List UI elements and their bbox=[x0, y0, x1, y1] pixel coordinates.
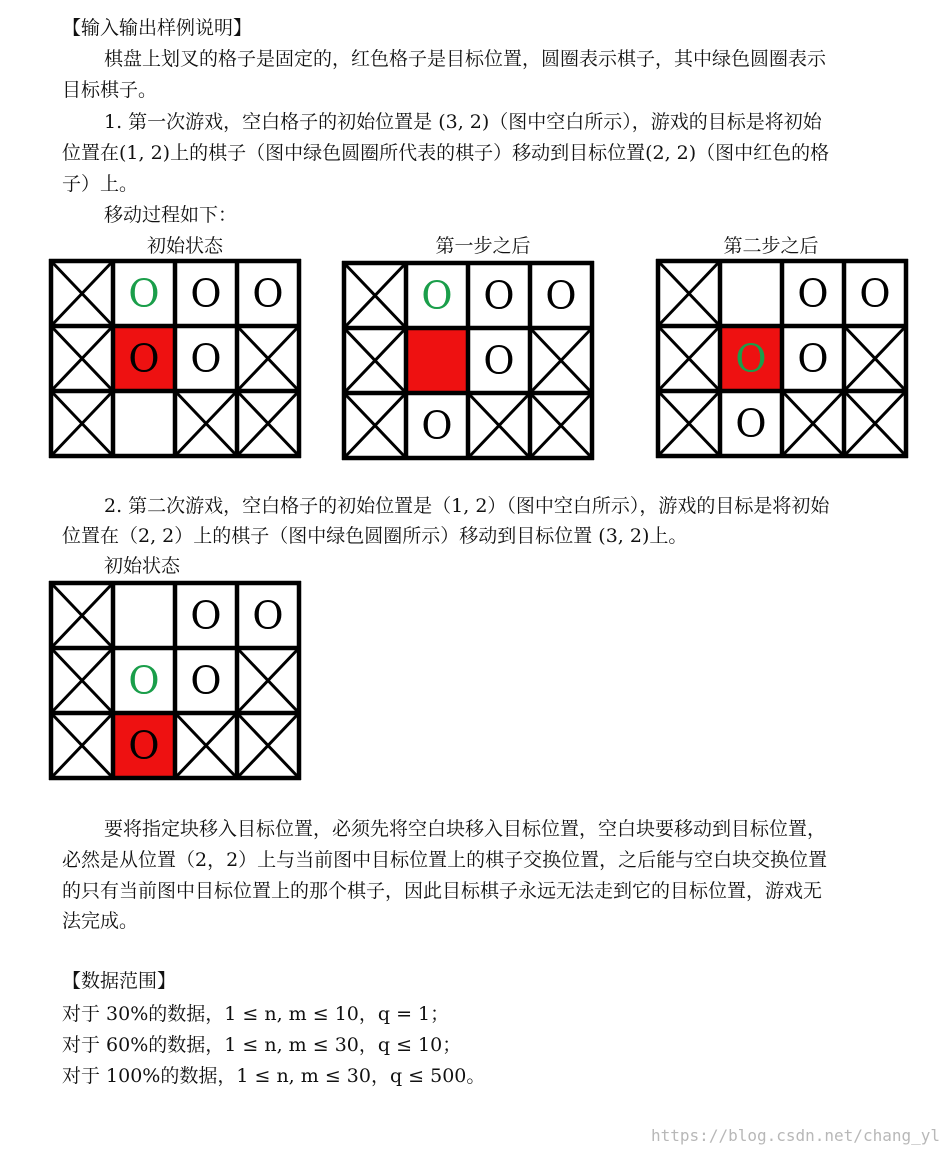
explanation-line-1: 要将指定块移入目标位置，必须先将空白块移入目标位置，空白块要移动到目标位置， bbox=[104, 818, 827, 840]
board-cell-fixed bbox=[658, 261, 720, 326]
board-cell-piece-target bbox=[113, 326, 175, 391]
board-cell-fixed bbox=[51, 391, 113, 456]
explanation-line-2: 必然是从位置（2，2）上与当前图中目标位置上的棋子交换位置，之后能与空白块交换位置 bbox=[62, 849, 828, 871]
board-cell-fixed bbox=[237, 391, 299, 456]
board-cell-fixed bbox=[175, 391, 237, 456]
piece: O bbox=[797, 271, 829, 316]
piece: O bbox=[545, 273, 577, 318]
data-range-title: 【数据范围】 bbox=[62, 970, 177, 992]
intro-line-2: 目标棋子。 bbox=[62, 79, 158, 101]
board-cell-piece bbox=[190, 272, 221, 316]
board-cell-piece bbox=[797, 272, 828, 316]
piece: O bbox=[190, 658, 222, 703]
board-cell-piece bbox=[190, 659, 221, 703]
board-svg bbox=[51, 583, 299, 778]
piece: O bbox=[483, 273, 515, 318]
board-cell-fixed bbox=[530, 328, 592, 393]
game1-line-3: 子）上。 bbox=[62, 173, 139, 195]
board-cell-piece bbox=[128, 659, 159, 703]
board-cell-piece bbox=[483, 274, 514, 318]
piece: O bbox=[735, 401, 767, 446]
board-cell-fixed bbox=[51, 583, 113, 648]
target-piece: O bbox=[421, 273, 453, 318]
board-cell-piece bbox=[128, 272, 159, 316]
caption-game2-initial: 初始状态 bbox=[104, 555, 181, 577]
board-cell-fixed bbox=[658, 391, 720, 456]
board-cell-fixed bbox=[51, 326, 113, 391]
game2-line-1: 2. 第二次游戏，空白格子的初始位置是（1, 2）（图中空白所示），游戏的目标是将初始 bbox=[104, 495, 830, 517]
board-cell-piece bbox=[190, 594, 221, 638]
data-range-line-2: 对于 60%的数据，1 ≤ n, m ≤ 30，q ≤ 10； bbox=[62, 1034, 462, 1056]
board-cell-fixed bbox=[782, 391, 844, 456]
piece: O bbox=[859, 271, 891, 316]
piece: O bbox=[128, 336, 160, 381]
board-cell-empty-target bbox=[406, 328, 468, 393]
piece: O bbox=[252, 271, 284, 316]
board-svg bbox=[658, 261, 906, 456]
board-cell-piece bbox=[797, 337, 828, 381]
board-svg bbox=[51, 261, 299, 456]
board-cell-piece bbox=[545, 274, 576, 318]
caption-game1-step2: 第二步之后 bbox=[723, 235, 819, 257]
board-cell-fixed bbox=[344, 263, 406, 328]
board-cell-piece bbox=[735, 402, 766, 446]
game2-line-2: 位置在（2, 2）上的棋子（图中绿色圆圈所示）移动到目标位置 (3, 2)上。 bbox=[62, 525, 688, 547]
game1-line-1: 1. 第一次游戏，空白格子的初始位置是 (3, 2)（图中空白所示），游戏的目标是将初始 bbox=[104, 111, 822, 133]
board-cell-fixed bbox=[237, 713, 299, 778]
section-title: 【输入输出样例说明】 bbox=[62, 17, 253, 39]
board-cell-piece bbox=[252, 272, 283, 316]
board-game1-step2 bbox=[658, 261, 906, 456]
board-cell-fixed bbox=[344, 328, 406, 393]
board-game1-initial bbox=[51, 261, 299, 456]
board-cell-fixed bbox=[51, 648, 113, 713]
board-cell-fixed bbox=[237, 326, 299, 391]
data-range-line-3: 对于 100%的数据，1 ≤ n, m ≤ 30，q ≤ 500。 bbox=[62, 1065, 486, 1087]
board-cell-piece bbox=[483, 339, 514, 383]
board-cell-fixed bbox=[658, 326, 720, 391]
piece: O bbox=[797, 336, 829, 381]
piece: O bbox=[128, 723, 160, 768]
intro-line-1: 棋盘上划叉的格子是固定的，红色格子是目标位置，圆圈表示棋子，其中绿色圆圈表示 bbox=[104, 48, 827, 70]
board-cell-piece bbox=[252, 594, 283, 638]
board-cell-fixed bbox=[237, 648, 299, 713]
game1-line-2: 位置在(1, 2)上的棋子（图中绿色圆圈所代表的棋子）移动到目标位置(2, 2)（图中红色的格 bbox=[62, 142, 830, 164]
target-piece: O bbox=[128, 271, 160, 316]
game1-process-label: 移动过程如下： bbox=[104, 204, 238, 226]
board-cell-fixed bbox=[175, 713, 237, 778]
board-svg bbox=[344, 263, 592, 458]
watermark: https://blog.csdn.net/chang_yl bbox=[651, 1126, 940, 1145]
board-cell-fixed bbox=[468, 393, 530, 458]
board-cell-piece bbox=[859, 272, 890, 316]
explanation-line-4: 法完成。 bbox=[62, 910, 139, 932]
board-cell-piece-target bbox=[113, 713, 175, 778]
board-cell-piece-target bbox=[720, 326, 782, 391]
caption-game1-initial: 初始状态 bbox=[146, 235, 223, 257]
data-range-line-1: 对于 30%的数据，1 ≤ n, m ≤ 10，q = 1； bbox=[62, 1003, 450, 1025]
board-cell-fixed bbox=[51, 261, 113, 326]
target-piece: O bbox=[735, 336, 767, 381]
board-cell-piece bbox=[421, 404, 452, 448]
piece: O bbox=[190, 593, 222, 638]
board-cell-fixed bbox=[844, 391, 906, 456]
board-cell-piece bbox=[421, 274, 452, 318]
piece: O bbox=[421, 403, 453, 448]
board-cell-fixed bbox=[530, 393, 592, 458]
board-cell-fixed bbox=[344, 393, 406, 458]
board-cell-piece bbox=[190, 337, 221, 381]
target-piece: O bbox=[128, 658, 160, 703]
piece: O bbox=[483, 338, 515, 383]
board-cell-fixed bbox=[844, 326, 906, 391]
board-game1-step1 bbox=[344, 263, 592, 458]
piece: O bbox=[190, 336, 222, 381]
board-cell-fixed bbox=[51, 713, 113, 778]
caption-game1-step1: 第一步之后 bbox=[435, 235, 531, 257]
piece: O bbox=[190, 271, 222, 316]
piece: O bbox=[252, 593, 284, 638]
board-game2-initial bbox=[51, 583, 299, 778]
explanation-line-3: 的只有当前图中目标位置上的那个棋子，因此目标棋子永远无法走到它的目标位置，游戏无 bbox=[62, 880, 823, 902]
